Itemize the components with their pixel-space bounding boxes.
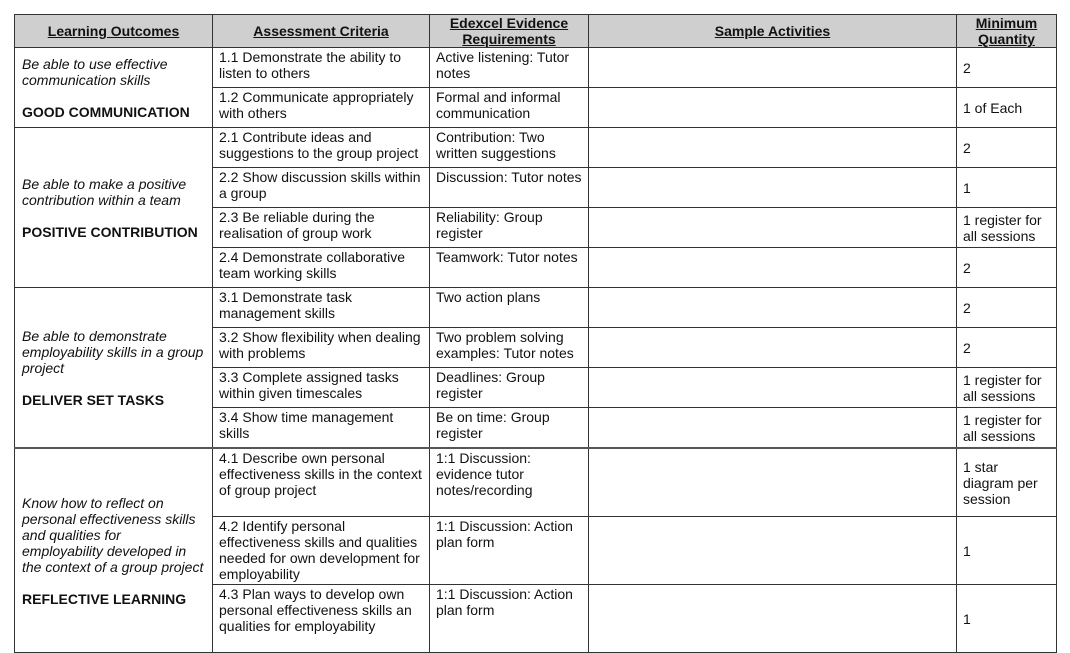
evidence-cell: 1:1 Discussion: Action plan form [430,517,589,585]
activities-cell [589,288,957,328]
activities-cell [589,368,957,408]
quantity-cell: 1 register for all sessions [957,408,1057,449]
learning-outcome-cell [15,448,213,653]
activities-cell [589,328,957,368]
evidence-cell: Teamwork: Tutor notes [430,248,589,288]
criteria-cell: 1.1 Demonstrate the ability to listen to others [213,48,430,88]
evidence-cell: Discussion: Tutor notes [430,168,589,208]
evidence-cell: Active listening: Tutor notes [430,48,589,88]
criteria-cell: 2.4 Demonstrate collaborative team working skills [213,248,430,288]
table-row [15,48,1057,88]
outcome-description: Know how to reflect on personal effectiveness skills and qualities for employability developed in the context of a group project [22,494,204,575]
header-row [15,15,1057,48]
header-sample-activities: Sample Activities [589,15,957,48]
evidence-cell: 1:1 Discussion: Action plan form [430,585,589,653]
outcome-name: POSITIVE CONTRIBUTION [22,223,198,240]
criteria-cell: 3.1 Demonstrate task management skills [213,288,430,328]
quantity-cell: 1 [957,517,1057,585]
table-row [15,288,1057,328]
quantity-cell: 1 register for all sessions [957,208,1057,248]
outcomes-table [14,14,1057,653]
activities-cell [589,248,957,288]
activities-cell [589,208,957,248]
evidence-cell: Reliability: Group register [430,208,589,248]
activities-cell [589,448,957,517]
table-row [15,448,1057,517]
quantity-cell: 2 [957,128,1057,168]
criteria-cell: 3.2 Show flexibility when dealing with problems [213,328,430,368]
header-assessment-criteria: Assessment Criteria [213,15,430,48]
quantity-cell: 1 star diagram per session [957,448,1057,517]
evidence-cell: Deadlines: Group register [430,368,589,408]
quantity-cell: 1 register for all sessions [957,368,1057,408]
activities-cell [589,585,957,653]
activities-cell [589,408,957,449]
quantity-cell: 2 [957,288,1057,328]
outcome-description: Be able to demonstrate employability skills in a group project [22,327,204,376]
evidence-cell: Two action plans [430,288,589,328]
evidence-cell: Formal and informal communication [430,88,589,128]
evidence-cell: Be on time: Group register [430,408,589,449]
criteria-cell: 4.3 Plan ways to develop own personal effectiveness skills an qualities for employability [213,585,430,653]
criteria-cell: 2.2 Show discussion skills within a group [213,168,430,208]
learning-outcome-cell [15,48,213,128]
quantity-cell: 1 [957,585,1057,653]
header-evidence-requirements: Edexcel Evidence Requirements [430,15,589,48]
activities-cell [589,517,957,585]
learning-outcome-cell [15,288,213,449]
activities-cell [589,48,957,88]
activities-cell [589,168,957,208]
learning-outcome-cell [15,128,213,288]
criteria-cell: 2.1 Contribute ideas and suggestions to the group project [213,128,430,168]
quantity-cell: 2 [957,328,1057,368]
criteria-cell: 4.2 Identify personal effectiveness skills and qualities needed for own development for employability [213,517,430,585]
activities-cell [589,128,957,168]
activities-cell [589,88,957,128]
criteria-cell: 3.3 Complete assigned tasks within given timescales [213,368,430,408]
outcome-description: Be able to use effective communication skills [22,55,168,88]
header-learning-outcomes: Learning Outcomes [15,15,213,48]
evidence-cell: Contribution: Two written suggestions [430,128,589,168]
outcome-name: GOOD COMMUNICATION [22,103,190,120]
criteria-cell: 1.2 Communicate appropriately with others [213,88,430,128]
header-minimum-quantity: Minimum Quantity [957,15,1057,48]
quantity-cell: 2 [957,248,1057,288]
outcome-name: REFLECTIVE LEARNING [22,590,187,607]
criteria-cell: 3.4 Show time management skills [213,408,430,449]
criteria-cell: 2.3 Be reliable during the realisation of group work [213,208,430,248]
evidence-cell: 1:1 Discussion: evidence tutor notes/recording [430,448,589,517]
quantity-cell: 2 [957,48,1057,88]
criteria-cell: 4.1 Describe own personal effectiveness skills in the context of group project [213,448,430,517]
outcome-description: Be able to make a positive contribution within a team [22,175,187,208]
outcome-name: DELIVER SET TASKS [22,391,165,408]
evidence-cell: Two problem solving examples: Tutor notes [430,328,589,368]
table-row [15,128,1057,168]
quantity-cell: 1 [957,168,1057,208]
quantity-cell: 1 of Each [957,88,1057,128]
